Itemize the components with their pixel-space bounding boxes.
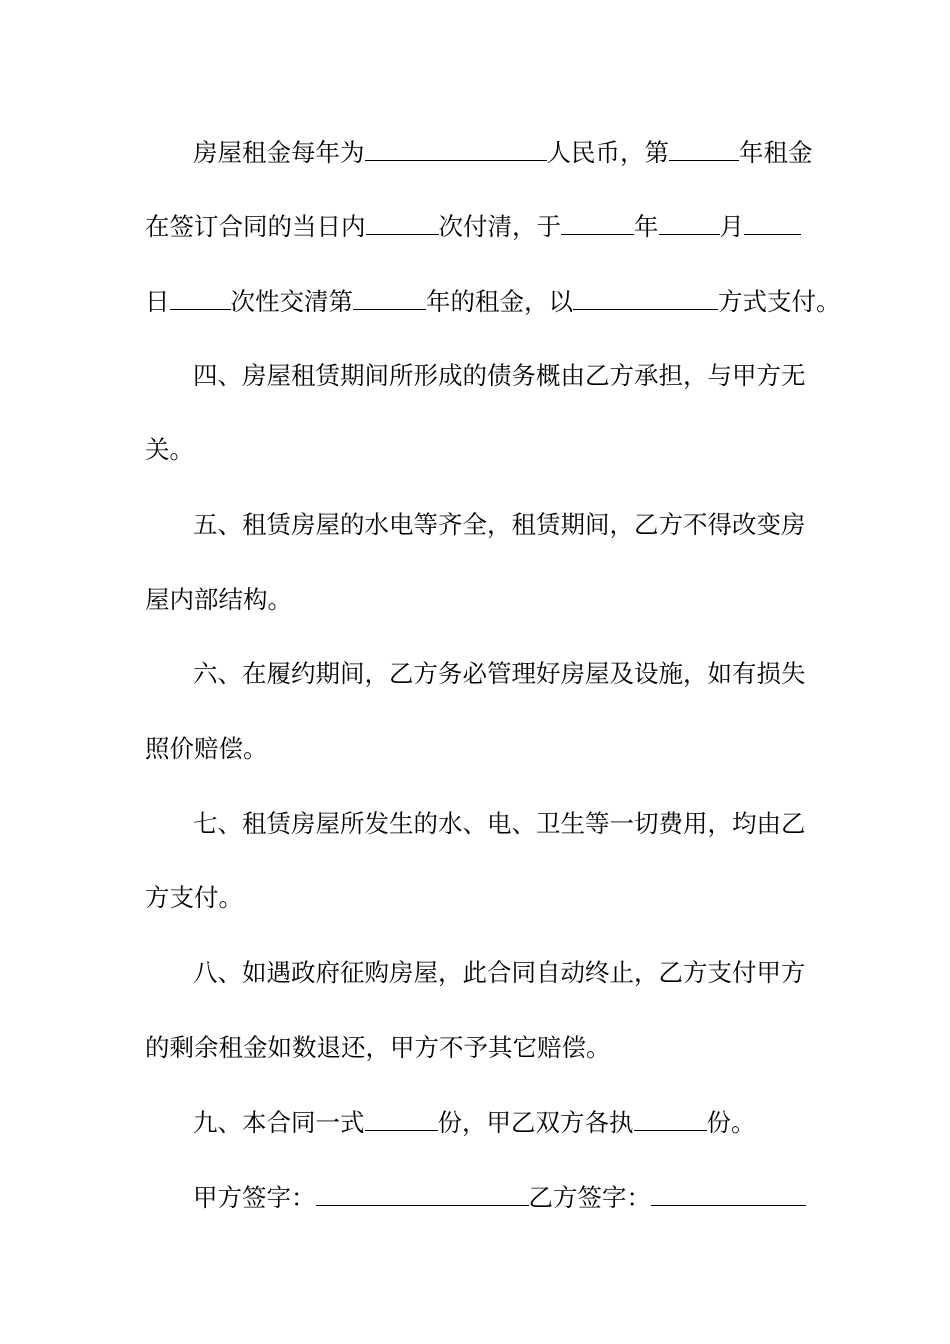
party-b-signature-blank — [651, 1177, 806, 1206]
payment-count-blank — [366, 206, 439, 235]
copies-text: 九、本合同一式 — [193, 1108, 365, 1137]
clause7-line1: 七、租赁房屋所发生的水、电、卫生等一切费用，均由乙 — [193, 809, 806, 838]
rent-method-text: 年的租金，以 — [426, 287, 573, 316]
rent-year-blank — [669, 132, 739, 161]
clause8-line1: 八、如遇政府征购房屋，此合同自动终止，乙方支付甲方 — [193, 958, 806, 987]
month-label: 月 — [719, 212, 744, 241]
party-b-signature-label: 乙方签字： — [528, 1183, 651, 1212]
clause3-line1 — [193, 132, 825, 172]
payment-intro-text: 在签订合同的当日内 — [145, 212, 366, 241]
clause4-line1: 四、房屋租赁期间所形成的债务概由乙方承担，与甲方无 — [193, 361, 806, 390]
clause4-line2: 关。 — [145, 435, 194, 464]
clause3-line2 — [145, 206, 825, 246]
signature-line — [193, 1177, 825, 1217]
settle-text: 次性交清第 — [230, 287, 353, 316]
clause5-line2: 屋内部结构。 — [145, 585, 292, 614]
rent-text: 房屋租金每年为 — [193, 138, 365, 167]
copies-each-blank — [634, 1102, 707, 1131]
clause8-line2: 的剩余租金如数退还，甲方不予其它赔偿。 — [145, 1033, 611, 1062]
year-label: 年 — [634, 212, 659, 241]
payment-end-text: 方式支付。 — [718, 287, 841, 316]
onetime-blank — [170, 281, 231, 310]
rent-year-text: 年租金 — [739, 138, 813, 167]
payment-year-blank — [561, 206, 634, 235]
payment-day-blank — [744, 206, 801, 235]
payment-month-blank — [659, 206, 720, 235]
settle-year-blank — [353, 281, 426, 310]
clause3-line3 — [145, 281, 841, 321]
copies-total-blank — [365, 1102, 438, 1131]
clause7-line2: 方支付。 — [145, 883, 243, 912]
clause6-line1: 六、在履约期间，乙方务必管理好房屋及设施，如有损失 — [193, 659, 806, 688]
rent-currency-text: 人民币，第 — [546, 138, 669, 167]
day-label: 日 — [145, 287, 170, 316]
clause5-line1: 五、租赁房屋的水电等齐全，租赁期间，乙方不得改变房 — [193, 510, 806, 539]
copies-end-text: 份。 — [706, 1108, 756, 1137]
payment-once-text: 次付清，于 — [438, 212, 561, 241]
payment-method-blank — [573, 281, 718, 310]
party-a-signature-blank — [316, 1177, 529, 1206]
rent-amount-blank — [365, 132, 547, 161]
party-a-signature-label: 甲方签字： — [193, 1183, 316, 1212]
clause9-line — [193, 1102, 825, 1142]
copies-each-text: 份，甲乙双方各执 — [437, 1108, 634, 1137]
clause6-line2: 照价赔偿。 — [145, 734, 268, 763]
